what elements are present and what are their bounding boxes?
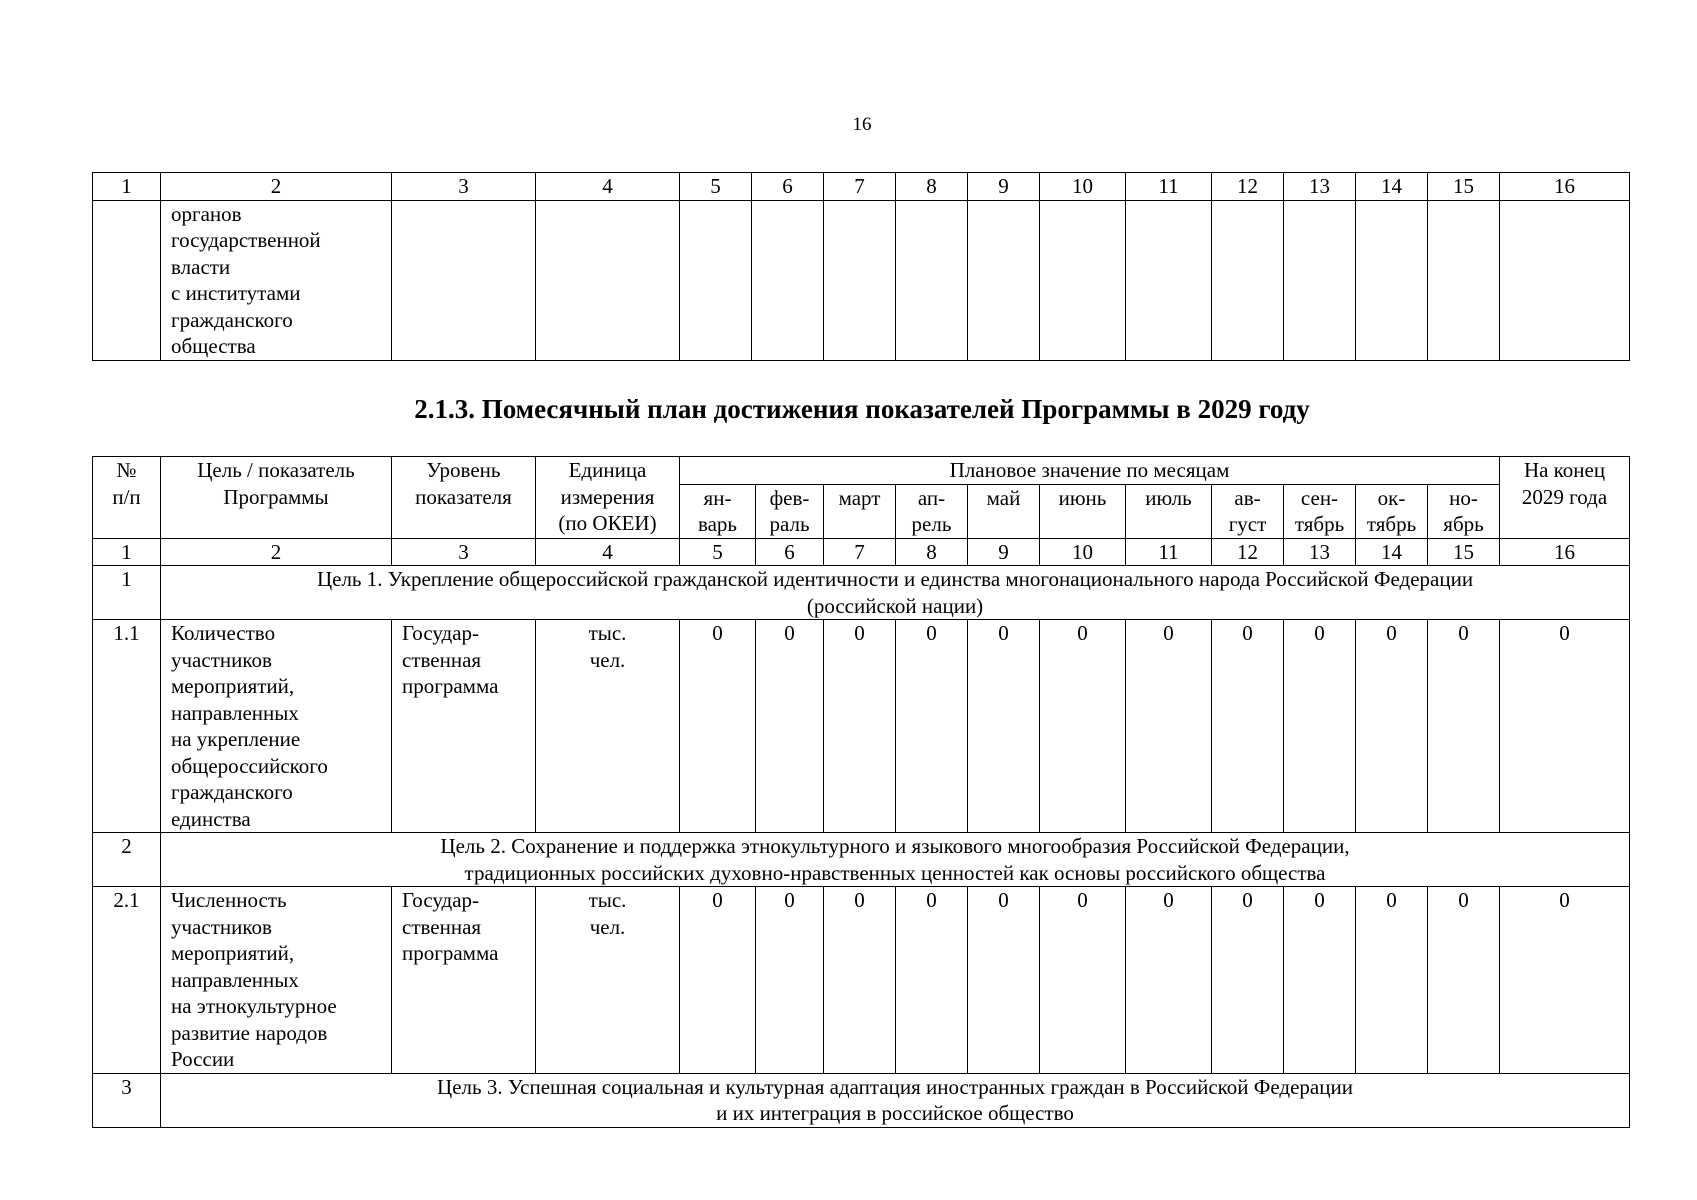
indicator-line: развитие народов: [171, 1020, 328, 1045]
column-number: 3: [392, 173, 536, 201]
indicator-line: участников: [171, 647, 272, 672]
cell-text-line: гражданского: [171, 307, 293, 332]
column-number: 14: [1356, 538, 1428, 566]
header-month: [968, 484, 1040, 538]
monthly-plan-table: [92, 456, 1630, 1128]
cell-text-line: общества: [171, 334, 256, 358]
unit-line: чел.: [589, 914, 626, 939]
cell-text-line: органов: [171, 201, 242, 226]
month-value: 0: [1428, 620, 1500, 833]
header-text: Единица: [568, 458, 647, 482]
header-text: На конец: [1523, 458, 1606, 482]
month-value: 0: [1126, 887, 1212, 1074]
indicator-unit: [536, 620, 680, 833]
header-goal: [161, 457, 392, 539]
goal-line: Цель 3. Успешная социальная и культурная адаптация иностранных граждан в Российской Федерации: [437, 1074, 1353, 1099]
header-month: [1212, 484, 1284, 538]
level-line: Государ-: [402, 888, 480, 912]
level-line: программа: [402, 941, 499, 965]
column-number: 12: [1212, 173, 1284, 201]
column-number: 12: [1212, 538, 1284, 566]
row-number: 1.1: [93, 620, 161, 833]
indicator-level: [392, 620, 536, 833]
indicator-line: гражданского: [171, 780, 293, 804]
goal-line: Цель 1. Укрепление общероссийской гражданской идентичности и единства многонационального народа Российской Федерации: [316, 567, 1474, 591]
month-value: 0: [680, 620, 756, 833]
indicator-name: [161, 887, 392, 1074]
header-text: (по ОКЕИ): [558, 511, 657, 535]
end-value: 0: [1500, 887, 1630, 1074]
header-month: [1040, 484, 1126, 538]
month-value: 0: [756, 620, 824, 833]
indicator-line: Количество: [171, 621, 276, 645]
column-number: 7: [824, 538, 896, 566]
header-text: ябрь: [1443, 512, 1484, 536]
level-line: ственная: [402, 647, 482, 672]
column-number: 16: [1500, 173, 1630, 201]
header-text: ав-: [1234, 485, 1261, 510]
column-number: 13: [1284, 173, 1356, 201]
column-number: 10: [1040, 538, 1126, 566]
column-number: 11: [1126, 538, 1212, 566]
month-value: 0: [896, 620, 968, 833]
indicator-name: [161, 620, 392, 833]
month-value: 0: [824, 887, 896, 1074]
goal-text: [161, 566, 1630, 620]
header-text: сен-: [1300, 485, 1339, 510]
header-month: [756, 484, 824, 538]
month-value: 0: [1356, 887, 1428, 1074]
column-number: 1: [93, 173, 161, 201]
column-number: 15: [1428, 538, 1500, 566]
column-number: 6: [752, 173, 824, 201]
indicator-line: мероприятий,: [171, 674, 295, 698]
header-month: [1356, 484, 1428, 538]
indicator-row: [93, 887, 1630, 1074]
header-num: [93, 457, 161, 539]
indicator-line: России: [171, 1047, 235, 1071]
indicator-line: мероприятий,: [171, 941, 295, 965]
indicator-line: направленных: [171, 700, 299, 725]
month-value: 0: [824, 620, 896, 833]
row-number: 2: [93, 833, 161, 887]
goal-text: [161, 833, 1630, 887]
column-number: 8: [896, 173, 968, 201]
cell-text-line: государственной: [171, 228, 321, 252]
goal-row: [93, 1073, 1630, 1127]
month-value: 0: [1040, 887, 1126, 1074]
level-line: Государ-: [402, 621, 480, 645]
header-text: ок-: [1377, 485, 1406, 510]
header-month: [680, 484, 756, 538]
column-number: 2: [161, 538, 392, 566]
header-month: [824, 484, 896, 538]
header-end: [1500, 457, 1630, 539]
header-level: [392, 457, 536, 539]
header-month: [1126, 484, 1212, 538]
header-row: [93, 457, 1630, 485]
column-number: 4: [536, 538, 680, 566]
column-number: 6: [756, 538, 824, 566]
column-number: 7: [824, 173, 896, 201]
indicator-line: на укрепление: [171, 727, 301, 751]
column-number: 5: [680, 173, 752, 201]
indicator-line: направленных: [171, 967, 299, 992]
month-value: 0: [1212, 620, 1284, 833]
header-month: [1428, 484, 1500, 538]
column-number: 15: [1428, 173, 1500, 201]
header-text: Цель / показатель: [197, 458, 355, 482]
header-unit: [536, 457, 680, 539]
indicator-line: Численность: [171, 888, 287, 912]
section-heading: 2.1.3. Помесячный план достижения показателей Программы в 2029 году: [414, 394, 1310, 424]
indicator-unit: [536, 887, 680, 1074]
header-text: рель: [911, 512, 952, 536]
month-value: 0: [756, 887, 824, 1074]
continued-row: [93, 200, 1630, 360]
header-text: варь: [697, 512, 738, 536]
goal-text: [161, 1073, 1630, 1127]
column-number-row: [93, 538, 1630, 566]
column-number: 9: [968, 538, 1040, 566]
continued-table: [92, 172, 1630, 361]
header-text: фев-: [769, 485, 810, 510]
cell-text-line: с институтами: [171, 281, 301, 305]
indicator-line: общероссийского: [171, 753, 328, 778]
month-value: 0: [1126, 620, 1212, 833]
column-number: 2: [161, 173, 392, 201]
row-number: 2.1: [93, 887, 161, 1074]
header-month: [1284, 484, 1356, 538]
header-text: Уровень: [426, 458, 501, 482]
header-text: раль: [769, 512, 810, 536]
goal-row: [93, 833, 1630, 887]
header-text: измерения: [560, 484, 655, 509]
month-value: 0: [680, 887, 756, 1074]
header-text: но-: [1449, 485, 1478, 510]
level-line: программа: [402, 674, 499, 698]
goal-line: (российской нации): [806, 593, 984, 618]
level-line: ственная: [402, 914, 482, 939]
indicator-line: единства: [171, 806, 251, 831]
column-number: 10: [1040, 173, 1126, 201]
header-text: №: [116, 458, 137, 482]
goal-row: [93, 566, 1630, 620]
column-number: 4: [536, 173, 680, 201]
column-number: 8: [896, 538, 968, 566]
column-number: 11: [1126, 173, 1212, 201]
month-value: 0: [1356, 620, 1428, 833]
goal-line: традиционных российских духовно-нравственных ценностей как основы российского общества: [464, 860, 1326, 885]
header-text: показателя: [415, 484, 512, 509]
goal-line: Цель 2. Сохранение и поддержка этнокультурного и языкового многообразия Российской Федерации,: [440, 834, 1350, 858]
header-text: июнь: [1058, 485, 1107, 510]
month-value: 0: [1428, 887, 1500, 1074]
month-value: 0: [968, 887, 1040, 1074]
indicator-line: на этнокультурное: [171, 994, 337, 1018]
month-value: 0: [968, 620, 1040, 833]
month-value: 0: [1284, 887, 1356, 1074]
end-value: 0: [1500, 620, 1630, 833]
unit-line: тыс.: [588, 888, 627, 912]
header-text: май: [986, 485, 1021, 510]
header-month: [896, 484, 968, 538]
column-number: 5: [680, 538, 756, 566]
month-value: 0: [1284, 620, 1356, 833]
unit-line: тыс.: [588, 621, 627, 645]
indicator-level: [392, 887, 536, 1074]
month-value: 0: [896, 887, 968, 1074]
column-number: 13: [1284, 538, 1356, 566]
column-number: 16: [1500, 538, 1630, 566]
header-text: ян-: [703, 485, 732, 510]
header-text: июль: [1145, 485, 1192, 510]
header-text: 2029 года: [1521, 484, 1608, 509]
header-text: март: [838, 485, 881, 510]
header-text: п/п: [112, 484, 141, 509]
row-number: 3: [93, 1073, 161, 1127]
column-number: 9: [968, 173, 1040, 201]
header-text: тябрь: [1366, 512, 1417, 536]
column-number: 14: [1356, 173, 1428, 201]
cell-text-line: власти: [171, 254, 231, 279]
indicator-line: участников: [171, 914, 272, 939]
header-text: тябрь: [1294, 512, 1345, 536]
row-number: 1: [93, 566, 161, 620]
month-value: 0: [1040, 620, 1126, 833]
header-text: ап-: [917, 485, 946, 510]
page-number: 16: [852, 114, 872, 135]
header-planned: [680, 457, 1500, 485]
indicator-row: [93, 620, 1630, 833]
header-text: густ: [1228, 512, 1267, 536]
column-number-row: [93, 173, 1630, 201]
month-value: 0: [1212, 887, 1284, 1074]
header-text: Программы: [223, 484, 329, 509]
unit-line: чел.: [589, 647, 626, 672]
goal-line: и их интеграция в российское общество: [716, 1101, 1074, 1125]
header-text: Плановое значение по месяцам: [949, 458, 1230, 482]
continued-cell: [161, 200, 392, 360]
column-number: 1: [93, 538, 161, 566]
column-number: 3: [392, 538, 536, 566]
